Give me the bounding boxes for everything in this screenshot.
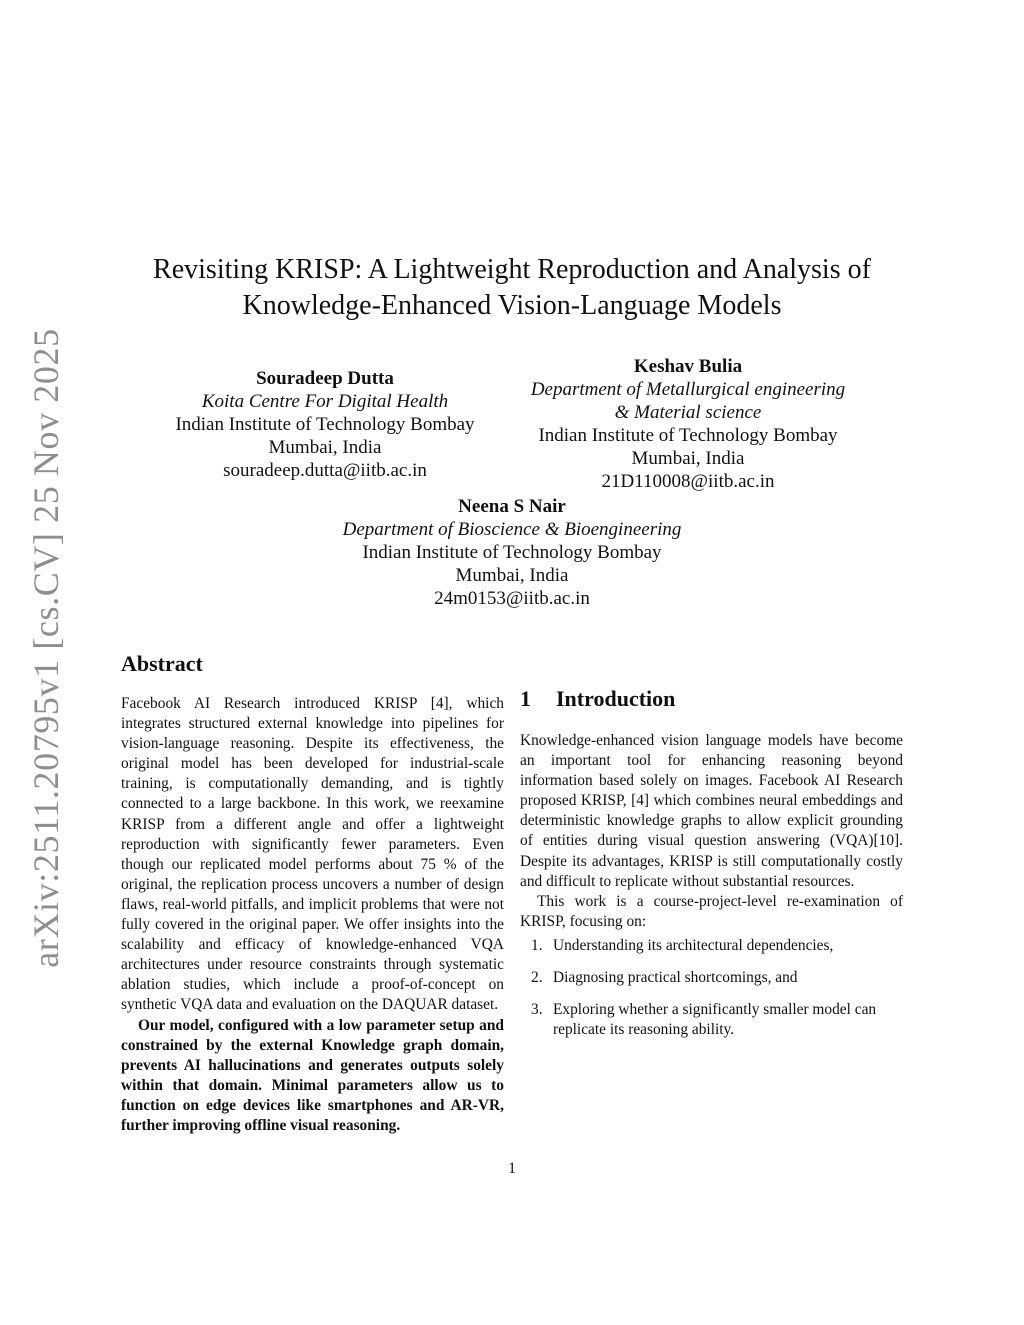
section-number: 1 [520,686,531,711]
author-block-2 [510,355,866,493]
author-name: Neena S Nair [458,496,566,517]
author-name: Keshav Bulia [633,356,743,377]
author-block-3 [312,495,712,610]
author-name: Souradeep Dutta [256,368,394,389]
author-department: Department of Bioscience & Bioengineering [342,519,682,540]
author-email: souradeep.dutta@iitb.ac.in [223,460,427,481]
paper-title-line-1: Revisiting KRISP: A Lightweight Reproduction and Analysis of [153,254,871,285]
arxiv-identifier-text: arXiv:2511.20795v1 [cs.CV] 25 Nov 2025 [26,328,66,968]
list-item-number: 1. [531,936,543,954]
page-number: 1 [508,1160,516,1177]
list-item [520,968,903,988]
author-department-continued: & Material science [614,402,762,423]
author-department: Department of Metallurgical engineering [530,379,846,400]
introduction-paragraph-1: Knowledge-enhanced vision language models have become an important tool for enhancing reasoning beyond information based solely on images. Facebook AI Research proposed KRISP, [4] which combines neural embeddings and deterministic knowledge graphs to allow explicit grounding of entities during visual question answering (VQA)[10]. Despite its advantages, KRISP is still computationally costly and difficult to replicate without substantial resources. [520,732,903,890]
author-institution: Indian Institute of Technology Bombay [175,414,475,435]
author-email: 21D110008@iitb.ac.in [601,471,775,492]
author-location: Mumbai, India [631,448,745,469]
list-item [520,936,903,956]
list-item-number: 3. [531,1001,543,1019]
author-email: 24m0153@iitb.ac.in [434,588,590,609]
list-item-text: Diagnosing practical shortcomings, and [553,969,798,987]
author-institution: Indian Institute of Technology Bombay [538,425,838,446]
paper-title [0,252,1024,324]
focus-list [520,936,903,1040]
introduction-paragraph-2: This work is a course-project-level re-examination of KRISP, focusing on: [520,892,903,930]
list-item [520,1000,903,1040]
author-location: Mumbai, India [268,437,382,458]
right-column [520,655,903,1052]
list-item-text: Understanding its architectural dependencies, [553,936,834,954]
author-block-1 [160,367,490,482]
abstract-paragraph: Facebook AI Research introduced KRISP [4], which integrates structured external knowledge into pipelines for vision-language reasoning. Despite its effectiveness, the original model has been developed for industrial-scale training, is computationally demanding, and is tightly connected to a large backbone. In this work, we reexamine KRISP from a different angle and offer a lightweight reproduction with significantly fewer parameters. Even though our replicated model performs about 75 % of the original, the replication process uncovers a number of design flaws, real-world pitfalls, and implicit problems that were not fully covered in the original paper. We offer insights into the scalability and efficacy of knowledge-enhanced VQA architectures under resource constraints through systematic ablation studies, which include a proof-of-concept on synthetic VQA data and evaluation on the DAQUAR dataset. [121,695,504,1014]
author-department: Koita Centre For Digital Health [201,391,449,412]
author-institution: Indian Institute of Technology Bombay [362,542,662,563]
paper-title-line-2: Knowledge-Enhanced Vision-Language Models [242,290,782,321]
section-title: Introduction [556,686,676,711]
list-item-text: Exploring whether a significantly smaller model can replicate its reasoning ability. [553,1001,877,1039]
author-location: Mumbai, India [455,565,569,586]
abstract-heading: Abstract [121,651,203,676]
section-heading-introduction [520,685,903,713]
left-column [121,650,504,1136]
abstract-bold-paragraph: Our model, configured with a low parameter setup and constrained by the external Knowledge graph domain, prevents AI hallucinations and generates outputs solely within that domain. Minimal parameters allow us to function on edge devices like smartphones and AR-VR, further improving offline visual reasoning. [121,1016,504,1134]
list-item-number: 2. [531,969,543,987]
